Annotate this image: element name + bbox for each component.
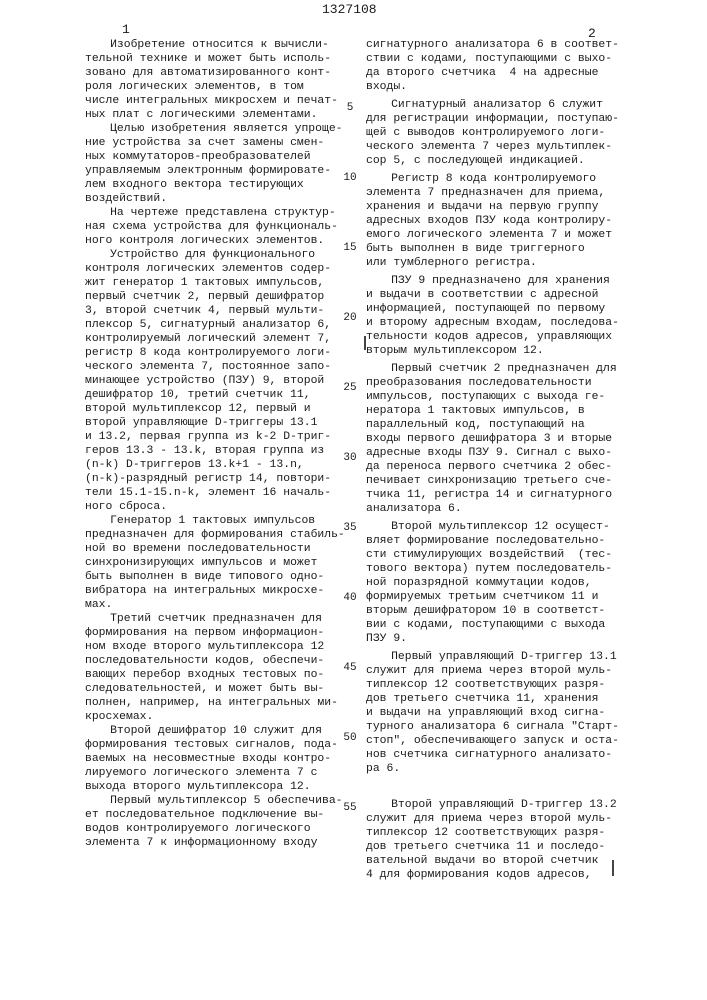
line-number: 20 — [340, 312, 360, 324]
text-line: печивает синхронизацию третьего сче- — [366, 474, 626, 488]
scan-mark — [612, 860, 614, 876]
text-line: ческого элемента 7, постоянное запо- — [85, 360, 345, 374]
paragraph — [366, 172, 626, 270]
text-line: ной поразрядной коммутации кодов, — [366, 576, 626, 590]
line-number: 55 — [340, 802, 360, 814]
patent-number: 1327108 — [322, 2, 377, 17]
text-line: турного анализатора 6 сигнала "Старт- — [366, 720, 626, 734]
text-line: ваемых на несовместные входы контро- — [85, 752, 345, 766]
text-line: быть выполнен в виде триггерного — [366, 242, 626, 256]
text-line: Первый мультиплексор 5 обеспечива- — [85, 794, 345, 808]
text-line: и выдачи в соответствии с адресной — [366, 288, 626, 302]
text-line: минающее устройство (ПЗУ) 9, второй — [85, 374, 345, 388]
text-line: Регистр 8 кода контролируемого — [366, 172, 626, 186]
text-line: вляет формирование последовательно- — [366, 534, 626, 548]
text-line: элемента 7 предназначен для приема, — [366, 186, 626, 200]
text-line: вающих перебор входных тестовых по- — [85, 668, 345, 682]
line-number: 35 — [340, 522, 360, 534]
text-line: преобразования последовательности — [366, 376, 626, 390]
text-line: контроля логических элементов содер- — [85, 262, 345, 276]
paragraph — [366, 650, 626, 776]
text-line: числе интегральных микросхем и печат- — [85, 94, 345, 108]
text-line: ра 6. — [366, 762, 626, 776]
text-line: адресных входов ПЗУ кода контролиру- — [366, 214, 626, 228]
text-line: геров 13.3 - 13.k, вторая группа из — [85, 444, 345, 458]
text-line: мах. — [85, 598, 345, 612]
text-line: ПЗУ 9 предназначено для хранения — [366, 274, 626, 288]
text-line: ПЗУ 9. — [366, 632, 626, 646]
text-line: параллельный код, поступающий на — [366, 418, 626, 432]
text-line: (n-k) D-триггеров 13.k+1 - 13.n, — [85, 458, 345, 472]
paragraph — [85, 514, 345, 612]
text-line: сигнатурного анализатора 6 в соответ- — [366, 38, 626, 52]
text-line: формирования тестовых сигналов, пода- — [85, 738, 345, 752]
text-line: дов третьего счетчика 11, хранения — [366, 692, 626, 706]
text-line: зовано для автоматизированного конт- — [85, 66, 345, 80]
text-line: ного сброса. — [85, 500, 345, 514]
text-line: ном входе второго мультиплексора 12 — [85, 640, 345, 654]
line-number: 5 — [340, 102, 360, 114]
scan-mark — [364, 336, 366, 350]
text-line: тельности кодов адресов, управляющих — [366, 330, 626, 344]
right-column — [366, 38, 626, 882]
text-line: последовательности кодов, обеспечи- — [85, 654, 345, 668]
text-line: Второй дешифратор 10 служит для — [85, 724, 345, 738]
text-line: плексор 5, сигнатурный анализатор 6, — [85, 318, 345, 332]
text-line: ческого элемента 7 через мультиплек- — [366, 140, 626, 154]
text-line: Третий счетчик предназначен для — [85, 612, 345, 626]
text-line: первый счетчик 2, первый дешифратор — [85, 290, 345, 304]
text-line: вии с кодами, поступающими с выхода — [366, 618, 626, 632]
text-line: водов контролируемого логического — [85, 822, 345, 836]
text-line: второй мультиплексор 12, первый и — [85, 402, 345, 416]
text-line: 3, второй счетчик 4, первый мульти- — [85, 304, 345, 318]
text-line: тового вектора) путем последователь- — [366, 562, 626, 576]
text-line: Сигнатурный анализатор 6 служит — [366, 98, 626, 112]
text-line: ствии с кодами, поступающими с выхо- — [366, 52, 626, 66]
text-line: предназначен для формирования стабиль- — [85, 528, 345, 542]
line-number: 30 — [340, 452, 360, 464]
text-line: типлексор 12 соответствующих разря- — [366, 826, 626, 840]
text-line: и второму адресным входам, последова- — [366, 316, 626, 330]
text-line: входы первого дешифратора 3 и вторые — [366, 432, 626, 446]
text-line: жит генератор 1 тактовых импульсов, — [85, 276, 345, 290]
text-line: анализатора 6. — [366, 502, 626, 516]
text-line: тели 15.1-15.n-k, элемент 16 началь- — [85, 486, 345, 500]
text-line: и 13.2, первая группа из k-2 D-триг- — [85, 430, 345, 444]
text-line: ная схема устройства для функциональ- — [85, 220, 345, 234]
text-line: вторым дешифратором 10 в соответст- — [366, 604, 626, 618]
text-line: Изобретение относится к вычисли- — [85, 38, 345, 52]
line-number: 10 — [340, 172, 360, 184]
text-line: лируемого логического элемента 7 с — [85, 766, 345, 780]
line-number: 25 — [340, 382, 360, 394]
text-line: ных плат с логическими элементами. — [85, 108, 345, 122]
text-line: и выдачи на управляющий вход сигна- — [366, 706, 626, 720]
text-line: хранения и выдачи на первую группу — [366, 200, 626, 214]
line-number: 40 — [340, 592, 360, 604]
text-line: служит для приема через второй муль- — [366, 664, 626, 678]
text-line: нератора 1 тактовых импульсов, в — [366, 404, 626, 418]
text-line: сор 5, с последующей индикацией. — [366, 154, 626, 168]
text-line: формирования на первом информацион- — [85, 626, 345, 640]
paragraph — [85, 612, 345, 724]
text-line: служит для приема через второй муль- — [366, 812, 626, 826]
text-line: второй управляющие D-триггеры 13.1 — [85, 416, 345, 430]
text-line: регистр 8 кода контролируемого логи- — [85, 346, 345, 360]
text-line: выхода второго мультиплексора 12. — [85, 780, 345, 794]
page-number-left: 1 — [122, 22, 130, 37]
text-line: стоп", обеспечивающего запуск и оста- — [366, 734, 626, 748]
text-line: типлексор 12 соответствующих разря- — [366, 678, 626, 692]
text-line: Первый счетчик 2 предназначен для — [366, 362, 626, 376]
paragraph — [85, 248, 345, 514]
text-line: Второй мультиплексор 12 осущест- — [366, 520, 626, 534]
text-line: тчика 11, регистра 14 и сигнатурного — [366, 488, 626, 502]
line-number: 50 — [340, 732, 360, 744]
text-line: емого логического элемента 7 и может — [366, 228, 626, 242]
text-line: воздействий. — [85, 192, 345, 206]
text-line: да переноса первого счетчика 2 обес- — [366, 460, 626, 474]
text-line: ной во времени последовательности — [85, 542, 345, 556]
paragraph — [366, 798, 626, 882]
text-line: (n-k)-разрядный регистр 14, повтори- — [85, 472, 345, 486]
paragraph — [366, 38, 626, 94]
paragraph — [85, 724, 345, 794]
paragraph — [85, 794, 345, 850]
text-line: вторым мультиплексором 12. — [366, 344, 626, 358]
text-line: импульсов, поступающих с выхода ге- — [366, 390, 626, 404]
text-line: лем входного вектора тестирующих — [85, 178, 345, 192]
text-line: контролируемый логический элемент 7, — [85, 332, 345, 346]
text-line: входы. — [366, 80, 626, 94]
page-number-right: 2 — [588, 26, 596, 41]
text-line: синхронизирующих импульсов и может — [85, 556, 345, 570]
text-line: сти стимулирующих воздействий (тес- — [366, 548, 626, 562]
text-line: да второго счетчика 4 на адресные — [366, 66, 626, 80]
paragraph — [366, 274, 626, 358]
text-line: для регистрации информации, поступаю- — [366, 112, 626, 126]
text-line: вибратора на интегральных микросхе- — [85, 584, 345, 598]
text-line: нов счетчика сигнатурного анализато- — [366, 748, 626, 762]
text-line: вательной выдачи во второй счетчик — [366, 854, 626, 868]
text-line: быть выполнен в виде типового одно- — [85, 570, 345, 584]
text-line: следовательностей, и может быть вы- — [85, 682, 345, 696]
text-line: дешифратор 10, третий счетчик 11, — [85, 388, 345, 402]
paragraph — [366, 98, 626, 168]
paragraph — [366, 362, 626, 516]
paragraph — [366, 520, 626, 646]
text-line: или тумблерного регистра. — [366, 256, 626, 270]
text-line: Целью изобретения является упроще- — [85, 122, 345, 136]
paragraph — [85, 122, 345, 206]
text-line: щей с выводов контролируемого логи- — [366, 126, 626, 140]
text-line: тельной технике и может быть исполь- — [85, 52, 345, 66]
text-line: Устройство для функционального — [85, 248, 345, 262]
line-number: 45 — [340, 662, 360, 674]
text-line: кросхемах. — [85, 710, 345, 724]
line-number: 15 — [340, 242, 360, 254]
text-line: полнен, например, на интегральных ми- — [85, 696, 345, 710]
text-line: управляемым электронным формировате- — [85, 164, 345, 178]
text-line: Генератор 1 тактовых импульсов — [85, 514, 345, 528]
text-line: На чертеже представлена структур- — [85, 206, 345, 220]
text-line: 4 для формирования кодов адресов, — [366, 868, 626, 882]
paragraph — [85, 206, 345, 248]
text-line: информацией, поступающей по первому — [366, 302, 626, 316]
text-line: Первый управляющий D-триггер 13.1 — [366, 650, 626, 664]
text-line: ных коммутаторов-преобразователей — [85, 150, 345, 164]
paragraph — [85, 38, 345, 122]
left-column — [85, 38, 345, 850]
text-line: Второй управляющий D-триггер 13.2 — [366, 798, 626, 812]
text-line: формируемых третьим счетчиком 11 и — [366, 590, 626, 604]
text-line: дов третьего счетчика 11 и последо- — [366, 840, 626, 854]
text-line: адресные входы ПЗУ 9. Сигнал с выхо- — [366, 446, 626, 460]
text-line: ного контроля логических элементов. — [85, 234, 345, 248]
text-line: роля логических элементов, в том — [85, 80, 345, 94]
text-line: ет последовательное подключение вы- — [85, 808, 345, 822]
text-line: ние устройства за счет замены смен- — [85, 136, 345, 150]
text-line: элемента 7 к информационному входу — [85, 836, 345, 850]
